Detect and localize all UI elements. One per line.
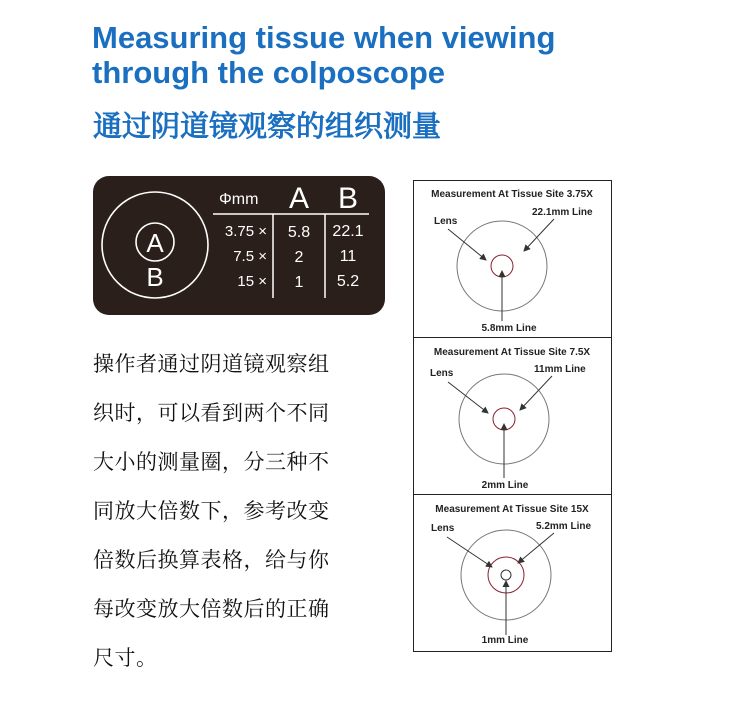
title-line-2: through the colposcope <box>92 55 446 90</box>
inner-line-label: 1mm Line <box>481 635 529 646</box>
lens-arrow <box>448 382 488 413</box>
description-line: 同放大倍数下，参考改变 <box>93 499 330 523</box>
panel-title: Measurement At Tissue Site 7.5X <box>433 347 591 358</box>
lens-label: Lens <box>431 523 455 534</box>
row-mag: 7.5 × <box>233 248 267 265</box>
lens-arrow <box>448 229 486 260</box>
circle-label-a: A <box>146 228 164 258</box>
description-line: 操作者通过阴道镜观察组 <box>93 352 330 376</box>
description-line: 尺寸。 <box>93 646 158 670</box>
title-line-1: Measuring tissue when viewing <box>92 20 556 55</box>
panel-diagram <box>414 338 611 495</box>
panel-3-75x <box>413 180 612 339</box>
card-graphic <box>93 176 385 315</box>
table-row <box>233 248 356 266</box>
table-row <box>237 273 359 291</box>
inner-line-label: 5.8mm Line <box>481 323 537 334</box>
description <box>93 340 391 683</box>
panel-title: Measurement At Tissue Site 3.75X <box>431 189 593 200</box>
row-b: 22.1 <box>332 223 364 240</box>
lens-label: Lens <box>430 368 454 379</box>
description-line: 每改变放大倍数后的正确 <box>93 597 330 621</box>
row-a: 1 <box>294 274 304 291</box>
circle-label-b: B <box>146 262 164 292</box>
row-a: 5.8 <box>287 224 311 241</box>
col-a-header: A <box>288 182 310 215</box>
unit-header: Φmm <box>219 191 259 208</box>
lens-label: Lens <box>434 216 458 227</box>
title-english <box>92 20 555 90</box>
outer-line-label: 11mm Line <box>534 364 586 375</box>
description-line: 织时，可以看到两个不同 <box>93 401 330 425</box>
row-b: 5.2 <box>336 273 360 290</box>
outer-line-label: 5.2mm Line <box>536 521 592 532</box>
row-mag: 15 × <box>237 273 267 290</box>
inner-line-label: 2mm Line <box>481 480 529 491</box>
outer-line-arrow <box>524 219 554 251</box>
title-chinese: 通过阴道镜观察的组织测量 <box>93 109 442 143</box>
row-a: 2 <box>294 249 304 266</box>
inner-ring <box>501 570 511 580</box>
row-b: 11 <box>339 248 357 265</box>
magnification-card <box>93 176 385 315</box>
table-row <box>225 223 364 241</box>
panel-diagram <box>414 495 611 651</box>
col-b-header: B <box>337 182 359 215</box>
panel-title: Measurement At Tissue Site 15X <box>435 504 589 515</box>
outer-line-arrow <box>518 533 554 563</box>
panel-diagram <box>414 181 611 338</box>
lens-arrow <box>447 537 492 567</box>
description-line: 大小的测量圈，分三种不 <box>93 450 330 474</box>
panel-15x <box>413 494 612 652</box>
description-line: 倍数后换算表格，给与你 <box>93 548 330 572</box>
row-mag: 3.75 × <box>224 223 267 240</box>
panel-7-5x <box>413 337 612 496</box>
outer-line-label: 22.1mm Line <box>532 207 593 218</box>
